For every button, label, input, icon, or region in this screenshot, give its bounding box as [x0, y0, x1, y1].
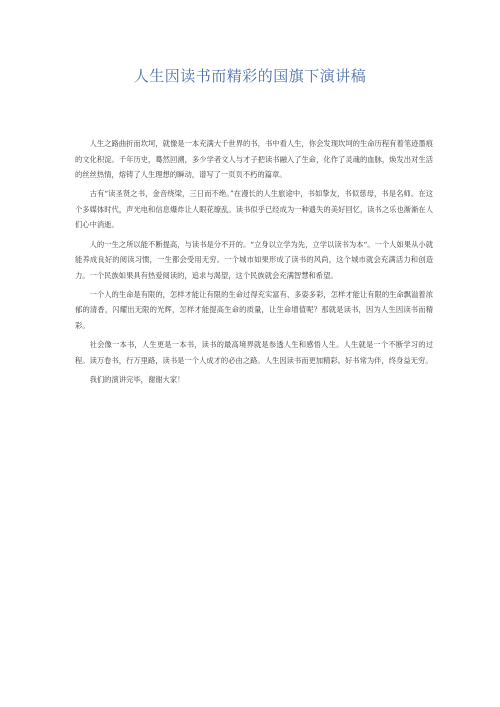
- paragraph-3: 人的一生之所以能不断提高，与读书是分不开的。“立身以立学为先，立学以读书为本“。一个人如果从小就能养成良好的阅读习惯，一生都会受用无穷。一个城市如果形成了读书的风尚，这个城市就会充满活力和创造力。一个民族如果具有热爱阅读的，追求与渴望，这个民族就会充满智慧和希望。: [75, 239, 433, 280]
- paragraph-5: 社会像一本书，人生更是一本书，读书的最高境界就是参透人生和感悟人生。人生就是一个不断学习的过程。读万卷书，行万里路，读书是一个人成才的必由之路。人生因读书而更加精彩。好书常为伴，终身益无穷。: [75, 340, 433, 365]
- paragraph-4: 一个人的生命是有限的，怎样才能让有限的生命过得充实富有、多姿多彩，怎样才能让有限的生命飘溢着浓郁的清香，闪耀出无限的光辉，怎样才能提高生命的质量，让生命增值呢？那就是读书，因为人生因读书而精彩。: [75, 289, 433, 331]
- document-title: 人生因读书而精彩的国旗下演讲稿: [133, 67, 367, 85]
- paragraph-6: 我们的演讲完毕，谢谢大家！: [89, 374, 185, 384]
- paragraph-1: 人生之路曲折而坎坷，就像是一本充满大千世界的书，书中看人生，你会发现坎坷的生命历程有着笔迹墨痕的文化积淀。千年历史，蓦然回溯，多少学者文人与才子把读书融入了生命，化作了灵魂的血脉，焕发出对生活的丝丝热情，熔铸了人生理想的瞬动，谱写了一页页不朽的篇章。: [75, 139, 433, 180]
- document-body: [75, 136, 433, 391]
- paragraph-2: 古有“读圣贤之书，金音绕梁，三日而不绝。”在漫长的人生旅途中，书如挚友，书似慈母，书是名师。在这个多媒体时代，声光电和信息爆炸让人眼花缭乱。读书似乎已经成为一种遗失的美好回忆，读书之乐也渐渐在人们心中消逝。: [75, 189, 433, 230]
